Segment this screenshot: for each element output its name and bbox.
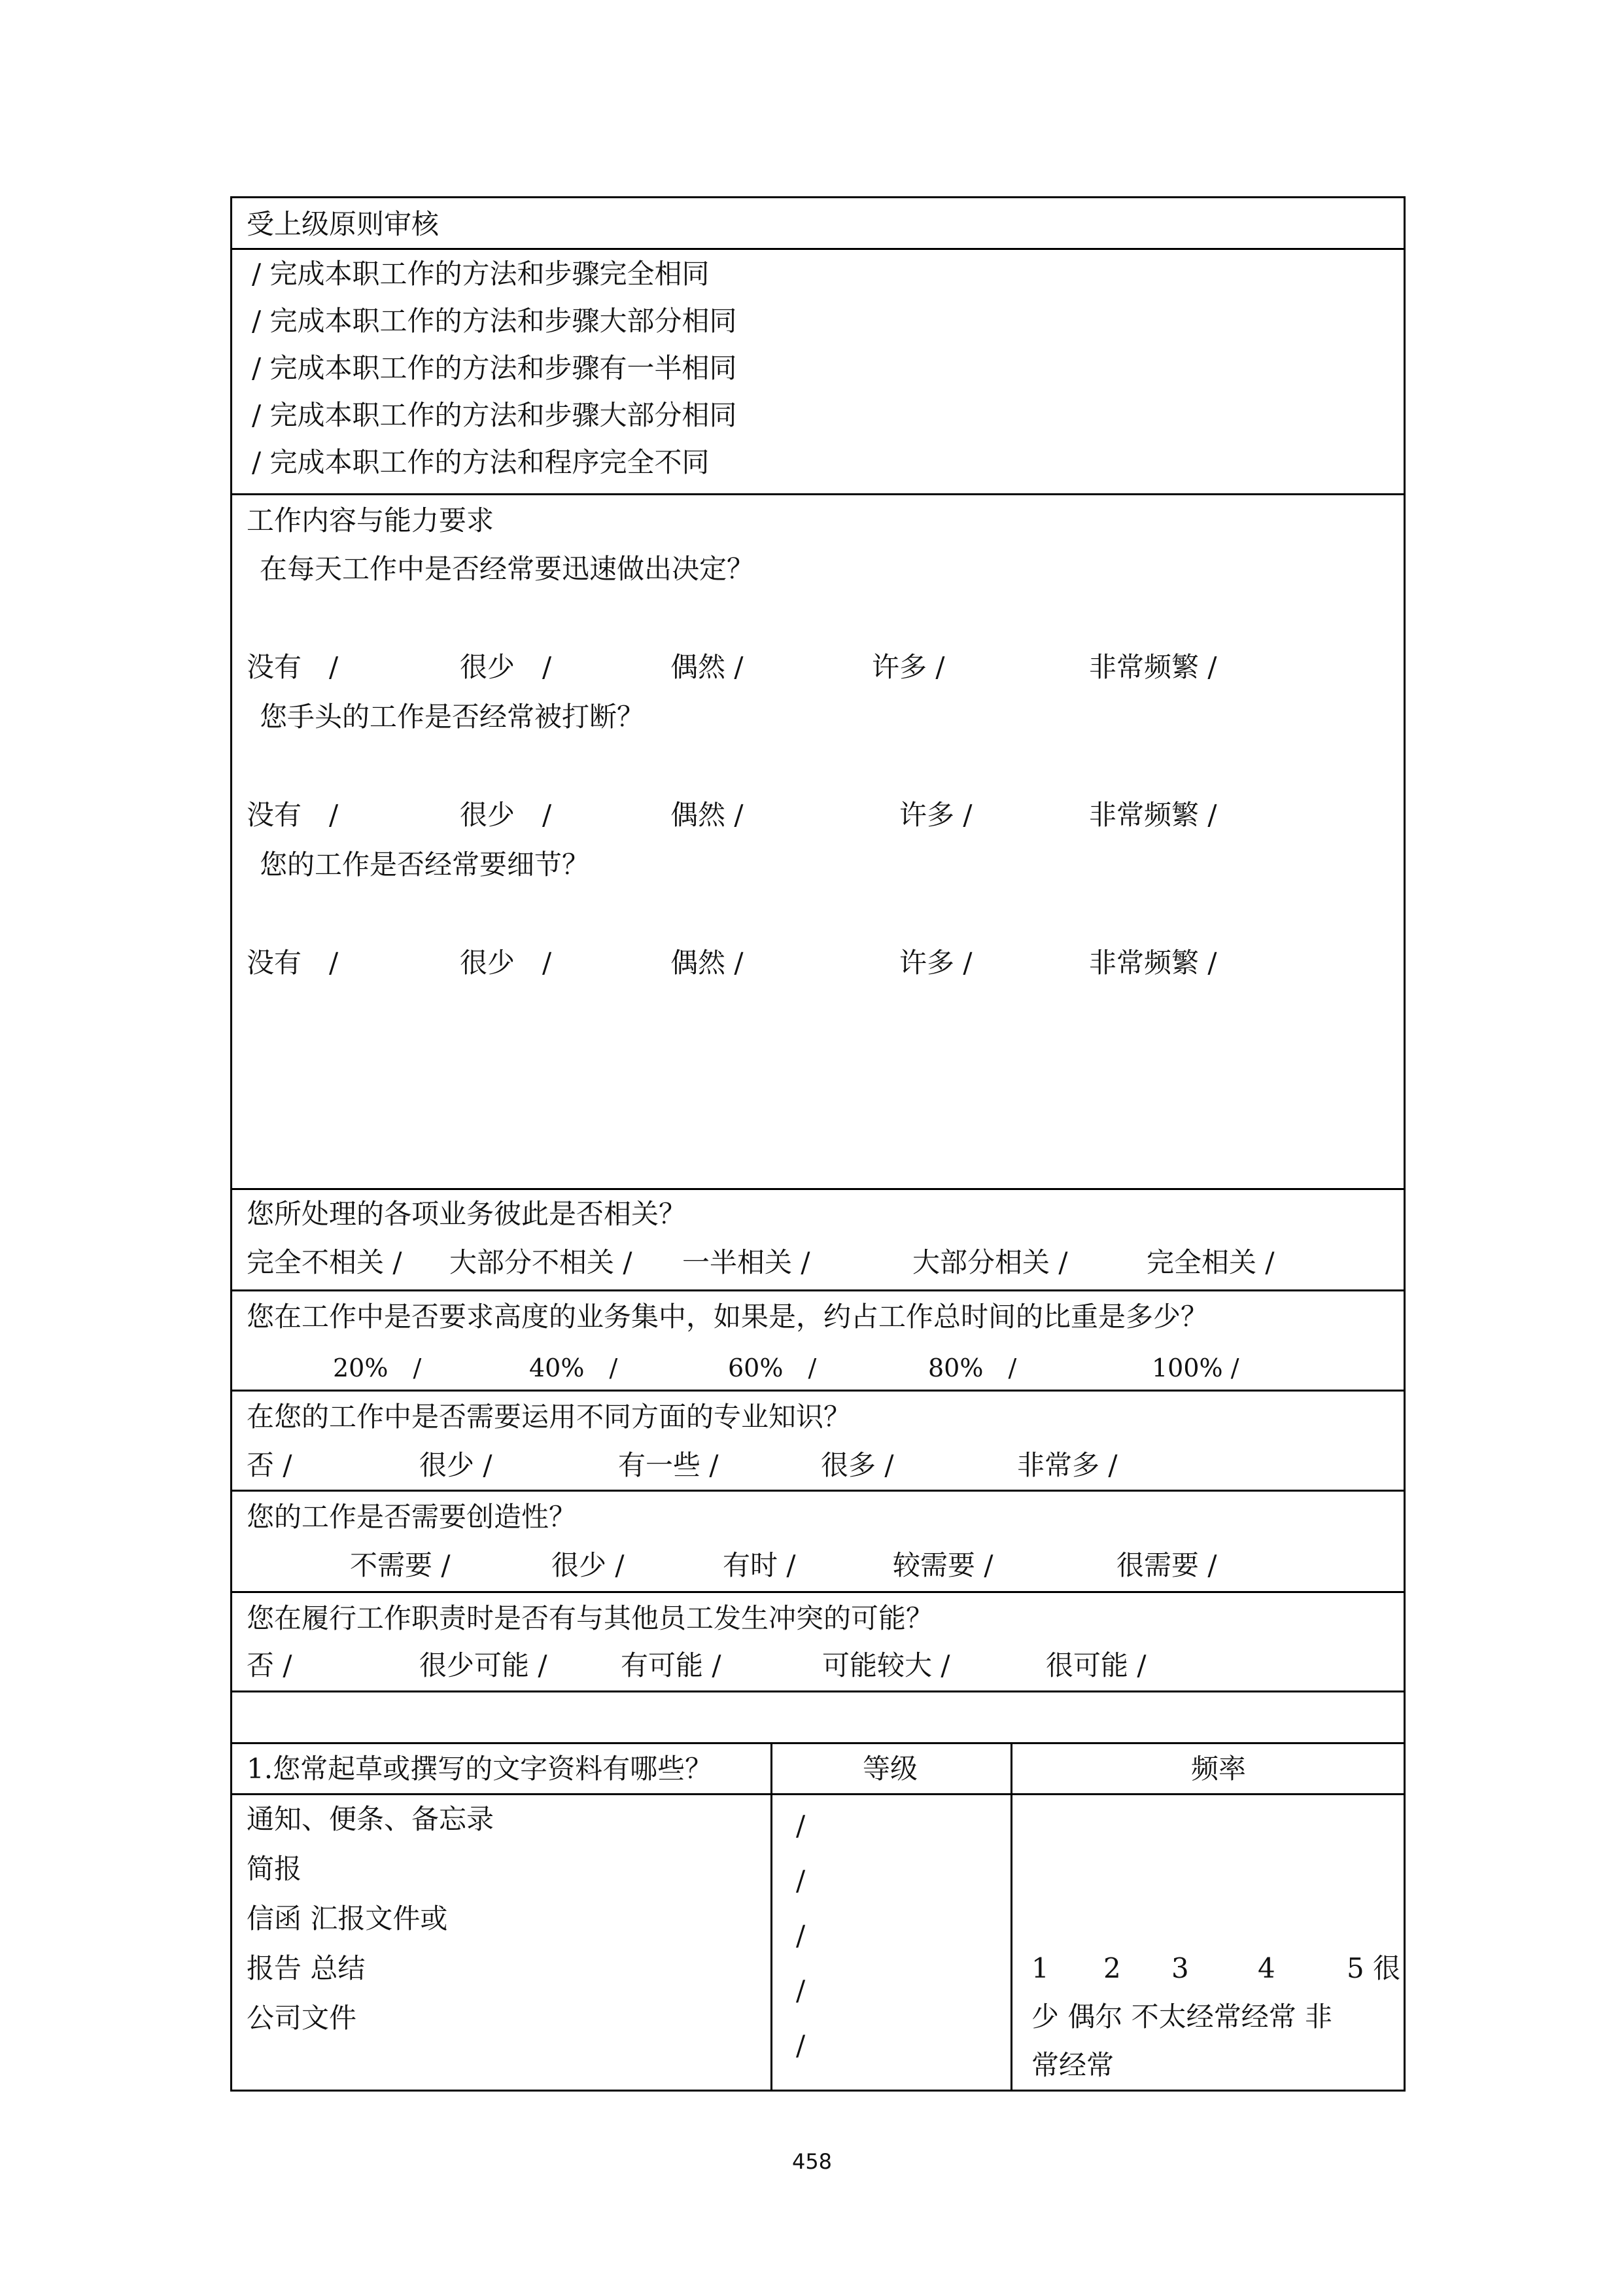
option: 完全相关 /: [1147, 1246, 1275, 1278]
option: 非常频繁 /: [1089, 799, 1217, 831]
docs-header-question: 1.您常起草或撰写的文字资料有哪些？: [247, 1753, 713, 1785]
option: 没有 /: [247, 651, 339, 683]
work-content-row: [232, 495, 1404, 1190]
knowledge-row: [232, 1392, 1404, 1492]
option: 许多 /: [899, 799, 973, 831]
option: 非常频繁 /: [1089, 947, 1217, 979]
option: 不需要 /: [350, 1549, 451, 1581]
question-2: 您手头的工作是否经常被打断？: [260, 701, 645, 733]
column-divider: [1011, 1795, 1012, 2090]
question: 您所处理的各项业务彼此是否相关？: [247, 1198, 687, 1230]
option: 20% /: [333, 1354, 422, 1382]
option: 很少 /: [419, 1449, 492, 1481]
question-1: 在每天工作中是否经常要迅速做出决定？: [260, 553, 755, 585]
grade-slash: /: [796, 2029, 806, 2061]
option: 没有 /: [247, 947, 339, 979]
section-title: 工作内容与能力要求: [247, 504, 494, 536]
docs-content-row: [232, 1795, 1404, 2090]
option: 80% /: [928, 1354, 1017, 1382]
freq-number: 5 很: [1347, 1952, 1401, 1984]
option: 完全不相关 /: [247, 1246, 402, 1278]
relation-row: [232, 1190, 1404, 1291]
option: 大部分相关 /: [912, 1246, 1068, 1278]
option: 否 /: [247, 1649, 292, 1681]
option: 有时 /: [723, 1549, 796, 1581]
doc-type: 通知、便条、备忘录: [247, 1803, 494, 1835]
method-option: / 完成本职工作的方法和步骤有一半相同: [252, 352, 737, 384]
question: 您的工作是否需要创造性？: [247, 1501, 577, 1533]
option: 100% /: [1152, 1354, 1239, 1382]
creativity-row: [232, 1492, 1404, 1593]
column-divider: [770, 1744, 772, 1793]
question: 在您的工作中是否需要运用不同方面的专业知识？: [247, 1401, 852, 1433]
method-option: / 完成本职工作的方法和步骤完全相同: [252, 258, 710, 290]
question: 您在工作中是否要求高度的业务集中，如果是，约占工作总时间的比重是多少？: [247, 1301, 1209, 1333]
doc-type: 简报: [247, 1853, 302, 1885]
option: 很少可能 /: [419, 1649, 547, 1681]
review-text: 受上级原则审核: [247, 208, 440, 240]
freq-labels: 常经常: [1031, 2049, 1114, 2081]
option: 60% /: [728, 1354, 817, 1382]
option: 很少 /: [460, 799, 552, 831]
option: 有可能 /: [621, 1649, 721, 1681]
review-row: [232, 198, 1404, 250]
page-number: 458: [791, 2149, 833, 2174]
option: 否 /: [247, 1449, 292, 1481]
option: 大部分不相关 /: [449, 1246, 632, 1278]
option: 没有 /: [247, 799, 339, 831]
frequency-header: 频率: [1191, 1753, 1247, 1785]
doc-type: 报告 总结: [247, 1952, 366, 1984]
option: 许多 /: [899, 947, 973, 979]
option: 可能较大 /: [822, 1649, 950, 1681]
grade-slash: /: [796, 1974, 806, 2006]
option: 有一些 /: [618, 1449, 719, 1481]
method-option: / 完成本职工作的方法和步骤大部分相同: [252, 305, 737, 337]
option: 很少 /: [551, 1549, 625, 1581]
freq-number: 2: [1103, 1952, 1121, 1984]
empty-row: [232, 1692, 1404, 1744]
option: 40% /: [529, 1354, 618, 1382]
grade-header: 等级: [863, 1753, 918, 1785]
grade-slash: /: [796, 1919, 806, 1952]
option: 较需要 /: [893, 1549, 993, 1581]
option: 偶然 /: [670, 799, 744, 831]
column-divider: [1011, 1744, 1012, 1793]
doc-type: 公司文件: [247, 2002, 357, 2034]
focus-row: [232, 1291, 1404, 1392]
question: 您在履行工作职责时是否有与其他员工发生冲突的可能？: [247, 1602, 934, 1634]
freq-labels: 少 偶尔 不太经常经常 非: [1031, 2001, 1333, 2033]
freq-number: 1: [1031, 1952, 1049, 1984]
doc-type: 信函 汇报文件或: [247, 1902, 448, 1935]
method-options-row: [232, 250, 1404, 495]
freq-number: 4: [1258, 1952, 1275, 1984]
option: 很可能 /: [1046, 1649, 1147, 1681]
question-3: 您的工作是否经常要细节？: [260, 849, 590, 881]
grade-slash: /: [796, 1865, 806, 1897]
questionnaire-table: [230, 196, 1406, 2092]
method-option: / 完成本职工作的方法和步骤大部分相同: [252, 399, 737, 431]
option: 偶然 /: [670, 947, 744, 979]
option: 一半相关 /: [682, 1246, 810, 1278]
grade-slash: /: [796, 1810, 806, 1842]
conflict-row: [232, 1593, 1404, 1692]
option: 非常多 /: [1017, 1449, 1118, 1481]
option: 很少 /: [460, 651, 552, 683]
option: 很多 /: [821, 1449, 894, 1481]
option: 很需要 /: [1116, 1549, 1217, 1581]
option: 很少 /: [460, 947, 552, 979]
docs-header-row: [232, 1744, 1404, 1795]
column-divider: [770, 1795, 772, 2090]
freq-number: 3: [1171, 1952, 1189, 1984]
option: 偶然 /: [670, 651, 744, 683]
option: 许多 /: [872, 651, 945, 683]
option: 非常频繁 /: [1089, 651, 1217, 683]
method-option: / 完成本职工作的方法和程序完全不同: [252, 446, 710, 478]
